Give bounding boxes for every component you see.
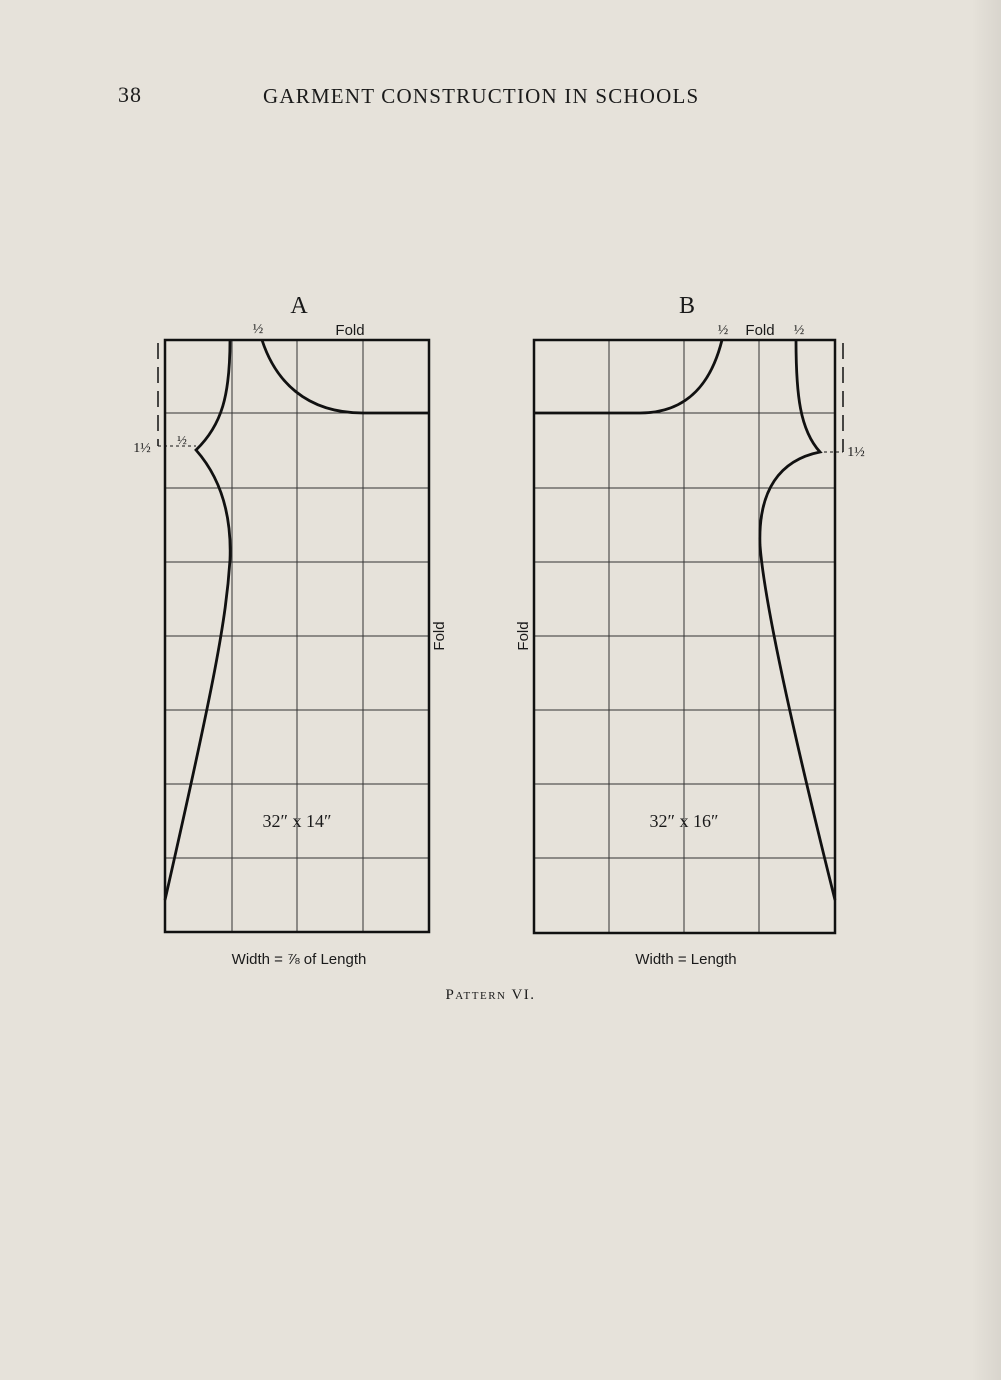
pattern-b-neck-curve (534, 340, 722, 413)
pattern-a-side-seam (165, 340, 230, 900)
pattern-b (515, 293, 865, 968)
pattern-a-width-note: Width = ⅞ of Length (231, 951, 367, 968)
pattern-b-grid (534, 340, 835, 933)
pattern-a-neck-curve (262, 340, 429, 413)
pattern-b-label: B (678, 293, 696, 319)
pattern-b-right-measure: 1½ (847, 445, 865, 460)
pattern-b-side-seam (760, 340, 835, 900)
pattern-a-side-fold: Fold (431, 621, 448, 651)
pattern-b-top-half-left: ½ (717, 323, 729, 338)
running-title: GARMENT CONSTRUCTION IN SCHOOLS (263, 84, 700, 108)
pattern-a-top-fold: Fold (335, 322, 365, 339)
figure-caption-text: Pattern VI. (445, 987, 536, 1003)
pattern-b-side-fold: Fold (515, 621, 532, 651)
page-number: 38 (118, 82, 142, 107)
pattern-a-grid (165, 340, 429, 932)
pattern-b-size: 32″ x 16″ (649, 811, 719, 831)
pattern-a-top-half: ½ (252, 322, 264, 337)
pattern-b-width-note: Width = Length (635, 951, 737, 968)
pattern-a (133, 293, 448, 968)
pattern-a-size: 32″ x 14″ (262, 811, 332, 831)
pattern-a-left-half: ½ (177, 432, 187, 447)
pattern-a-left-measure: 1½ (133, 441, 151, 456)
pattern-b-top-half-right: ½ (793, 323, 805, 338)
figure-caption (0, 987, 1001, 1004)
pattern-a-label: A (290, 293, 308, 319)
pattern-b-top-fold: Fold (745, 322, 775, 339)
